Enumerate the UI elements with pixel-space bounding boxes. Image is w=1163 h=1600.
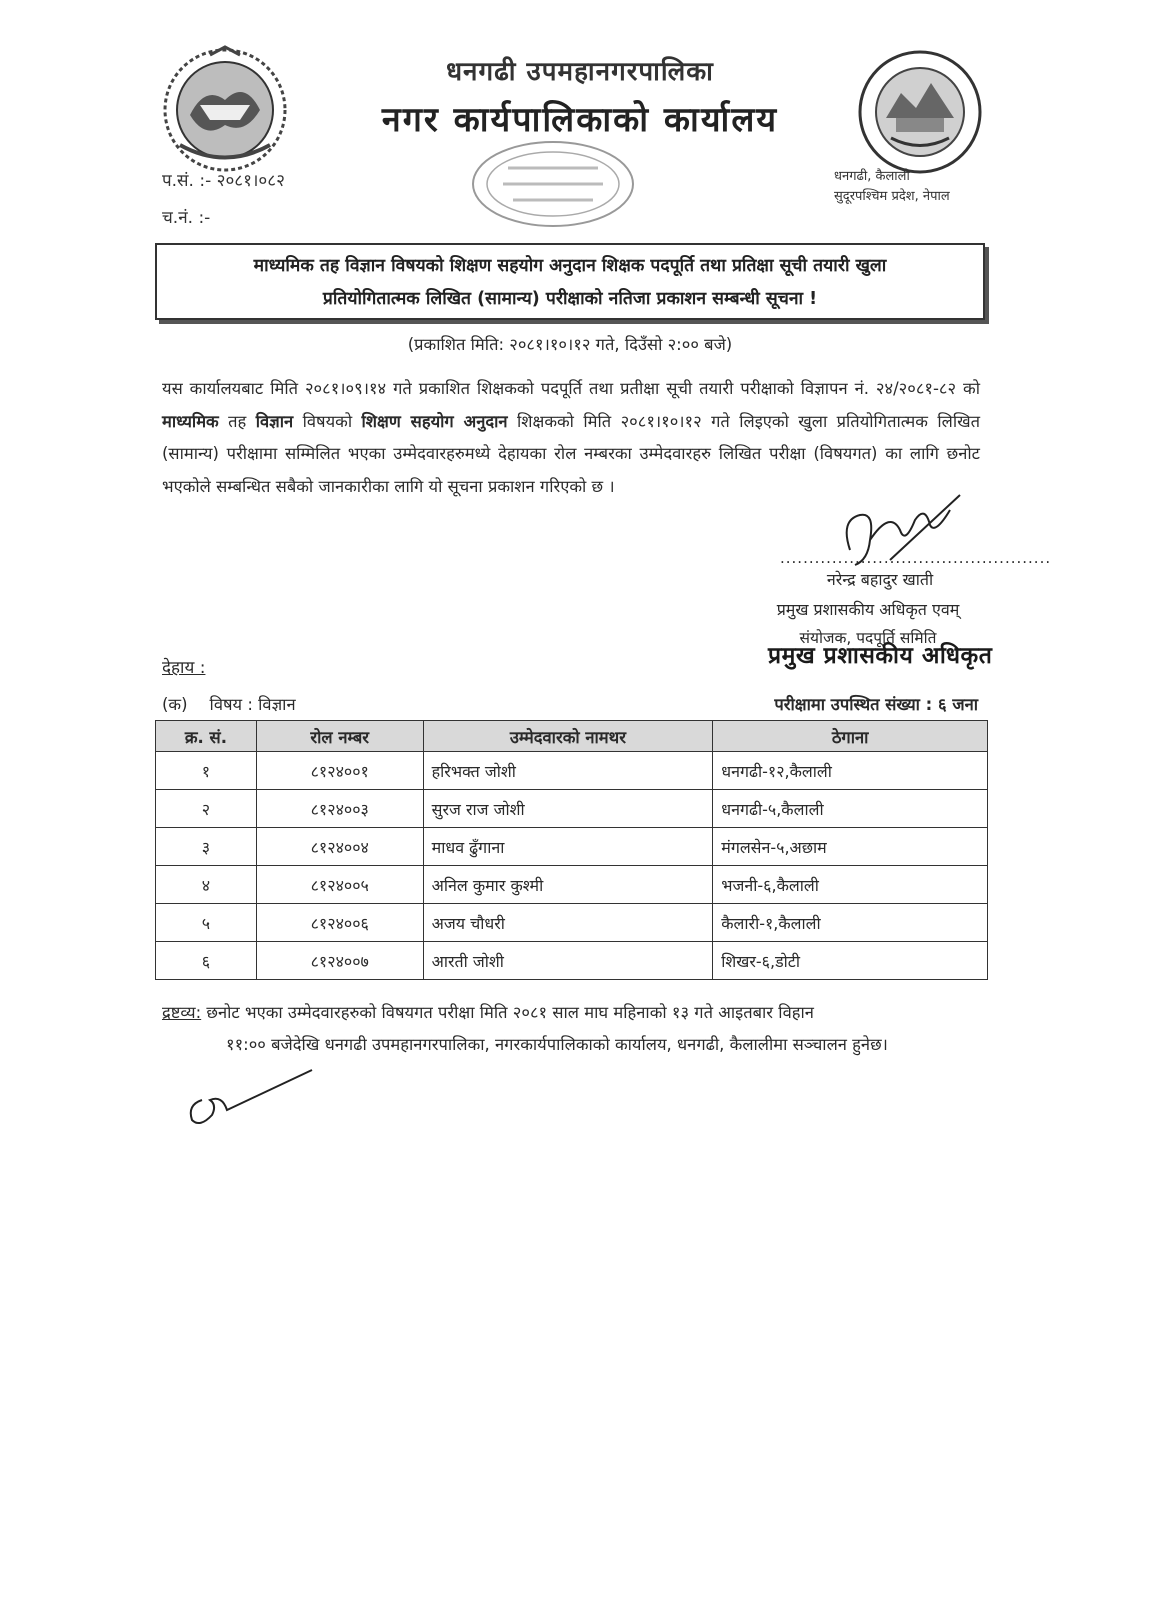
org-name: धनगढी उपमहानगरपालिका: [446, 57, 714, 87]
body-bold-level: माध्यमिक: [162, 411, 219, 431]
body-bold-subject: विज्ञान: [255, 411, 294, 431]
notice-title-box: [155, 243, 985, 320]
published-date: (प्रकाशित मिति: २०८१।१०।१२ गते, दिउँसो २:०० बजे): [407, 335, 733, 354]
cell-name: सुरज राज जोशी: [423, 790, 713, 828]
signatory-name: नरेन्द्र बहादुर खाती: [826, 570, 934, 589]
body-part-2: तह: [218, 411, 256, 431]
table-row: [156, 942, 988, 980]
cell-address: शिखर-६,डोटी: [713, 942, 988, 980]
cell-roll: ८१२४००३: [256, 790, 423, 828]
cell-sn: ३: [156, 828, 257, 866]
table-row: [156, 904, 988, 942]
cell-sn: ६: [156, 942, 257, 980]
cell-sn: ४: [156, 866, 257, 904]
notice-body: [162, 373, 980, 503]
subject-line: [162, 692, 296, 715]
cell-address: कैलारी-१,कैलाली: [713, 904, 988, 942]
subject-label: (क): [162, 695, 188, 714]
column-header-name: उम्मेदवारको नामथर: [423, 721, 713, 752]
schedule-heading: देहाय :: [162, 658, 206, 678]
cell-roll: ८१२४००७: [256, 942, 423, 980]
table-row: [156, 828, 988, 866]
initial-mark: [182, 1060, 322, 1130]
cell-name: हरिभक्त जोशी: [423, 752, 713, 790]
body-bold-post: शिक्षण सहयोग अनुदान: [361, 411, 508, 431]
office-stamp: [468, 138, 638, 230]
column-header-sn: क्र. सं.: [156, 721, 257, 752]
note-continuation: ११:०० बजेदेखि धनगढी उपमहानगरपालिका, नगरकार्यपालिकाको कार्यालय, धनगढी, कैलालीमा सञ्चालन हुनेछ।: [226, 1035, 888, 1054]
address-line-2: सुदूरपश्चिम प्रदेश, नेपाल: [834, 189, 950, 204]
cell-address: धनगढी-५,कैलाली: [713, 790, 988, 828]
column-header-address: ठेगाना: [713, 721, 988, 752]
column-header-roll: रोल नम्बर: [256, 721, 423, 752]
signature-line: ...............................................: [780, 549, 1052, 567]
cell-name: अनिल कुमार कुश्मी: [423, 866, 713, 904]
municipality-seal-logo: [856, 48, 984, 176]
table-header-row: [156, 721, 988, 752]
body-part-3: विषयको: [293, 411, 362, 431]
table-row: [156, 866, 988, 904]
cell-name: माधव ढुँगाना: [423, 828, 713, 866]
body-part-4: शिक्षकको मिति २०८१।१०।१२ गते लिइएको खुला प्रतियोगितात्मक लिखित (सामान्य) परीक्षामा सम्मिलित भएका उम्मेदवारहरुमध्ये देहायका रोल नम्बरका उम्मेदवारहरु लिखित परीक्षा (विषयगत) का लागि छनोट भएकोले सम्बन्धित सबैको जानकारीका लागि यो सूचना प्रकाशन गरिएको छ ।: [162, 411, 981, 496]
cell-name: अजय चौधरी: [423, 904, 713, 942]
cell-roll: ८१२४००१: [256, 752, 423, 790]
notice-title-line-1: माध्यमिक तह विज्ञान विषयको शिक्षण सहयोग अनुदान शिक्षक पदपूर्ति तथा प्रतिक्षा सूची तयारी खुला: [253, 256, 887, 276]
note-block: [162, 997, 980, 1061]
cell-address: मंगलसेन-५,अछाम: [713, 828, 988, 866]
signatory-role: संयोजक, पदपूर्ति समिति: [799, 629, 937, 647]
cell-address: भजनी-६,कैलाली: [713, 866, 988, 904]
note-line-1: छनोट भएका उम्मेदवारहरुको विषयगत परीक्षा मिति २०८१ साल माघ महिनाको १३ गते आइतबार विहान: [201, 1003, 814, 1022]
designation-stamp: प्रमुख प्रशासकीय अधिकृत: [768, 643, 993, 669]
cell-name: आरती जोशी: [423, 942, 713, 980]
nepal-emblem-logo: [160, 45, 290, 175]
office-name: नगर कार्यपालिकाको कार्यालय: [381, 100, 779, 140]
address-line-1: धनगढी, कैलाली: [834, 169, 910, 184]
results-table: [155, 720, 988, 980]
body-part-1: यस कार्यालयबाट मिति २०८१।०९।१४ गते प्रकाशित शिक्षकको पदपूर्ति तथा प्रतीक्षा सूची तयारी परीक्षाको विज्ञापन नं. २४/२०८१-८२ को: [162, 379, 980, 398]
cell-address: धनगढी-१२,कैलाली: [713, 752, 988, 790]
cell-roll: ८१२४००६: [256, 904, 423, 942]
note-label: द्रष्टव्य:: [162, 1003, 202, 1022]
present-count: परीक्षामा उपस्थित संख्या : ६ जना: [774, 695, 978, 714]
table-row: [156, 752, 988, 790]
signatory-title: प्रमुख प्रशासकीय अधिकृत एवम्: [776, 600, 960, 619]
notice-title-line-2: प्रतियोगितात्मक लिखित (सामान्य) परीक्षाको नतिजा प्रकाशन सम्बन्धी सूचना !: [322, 289, 818, 309]
cell-sn: २: [156, 790, 257, 828]
cell-sn: ५: [156, 904, 257, 942]
reference-number: प.सं. :- २०८१।०८२: [162, 171, 285, 191]
cell-roll: ८१२४००५: [256, 866, 423, 904]
dispatch-number: च.नं. :-: [162, 208, 211, 228]
subject-text: विषय : विज्ञान: [209, 695, 296, 714]
cell-roll: ८१२४००४: [256, 828, 423, 866]
cell-sn: १: [156, 752, 257, 790]
table-row: [156, 790, 988, 828]
